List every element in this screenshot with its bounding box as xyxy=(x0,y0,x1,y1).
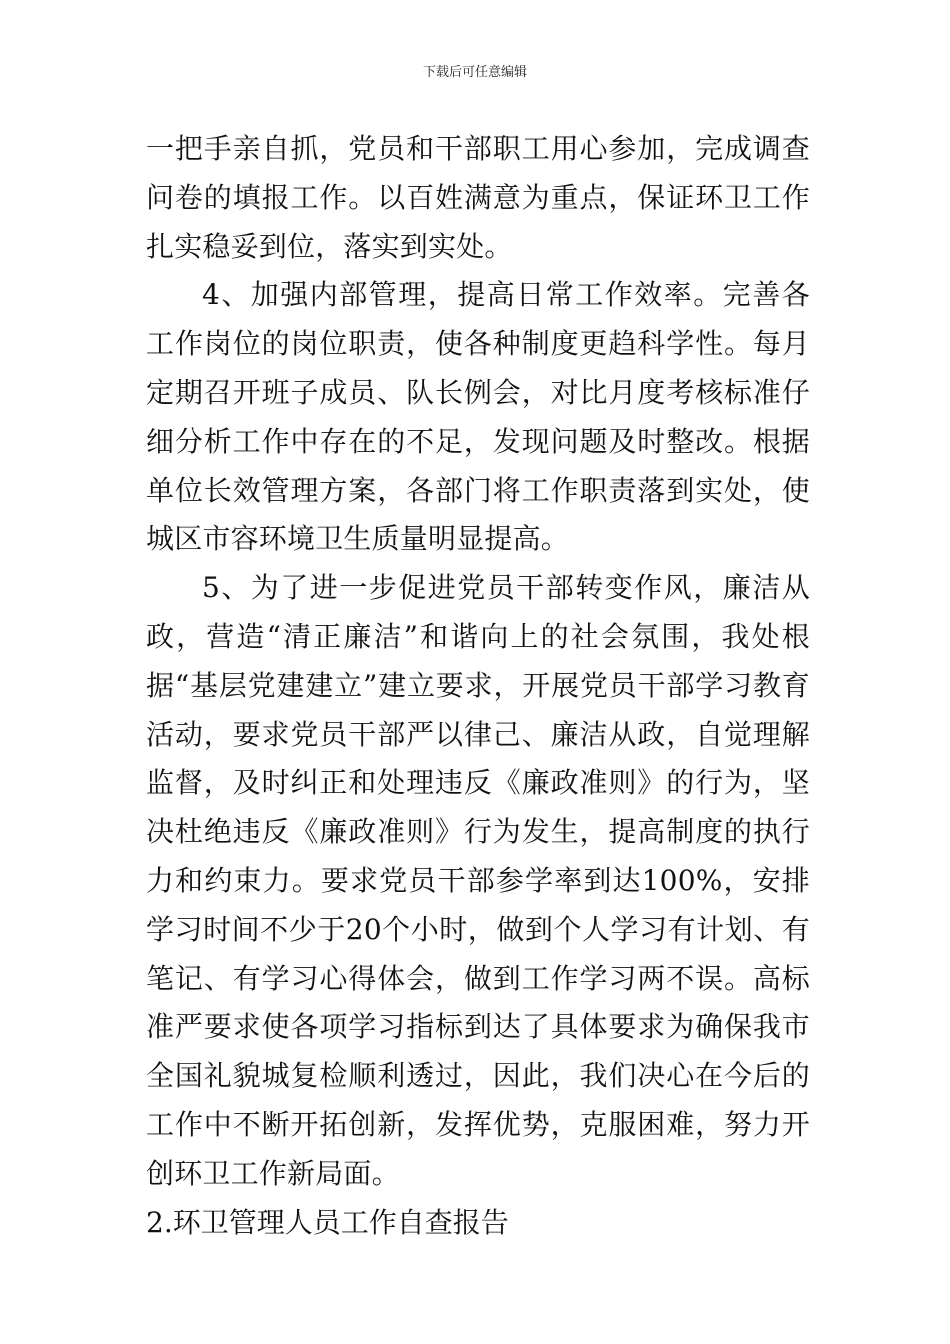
paragraph-continuation: 一把手亲自抓，党员和干部职工用心参加，完成调查问卷的填报工作。以百姓满意为重点，保证环卫工作扎实稳妥到位，落实到实处。 xyxy=(146,132,810,263)
document-body xyxy=(146,125,810,1247)
section-heading: 2.环卫管理人员工作自查报告 xyxy=(146,1205,509,1239)
paragraph-item-4: 4、加强内部管理，提高日常工作效率。完善各工作岗位的岗位职责，使各种制度更趋科学性。每月定期召开班子成员、队长例会，对比月度考核标准仔细分析工作中存在的不足，发现问题及时整改。根据单位长效管理方案，各部门将工作职责落到实处，使城区市容环境卫生质量明显提高。 xyxy=(146,278,810,556)
page-header-note: 下载后可任意编辑 xyxy=(422,65,527,80)
paragraph-item-5: 5、为了进一步促进党员干部转变作风，廉洁从政，营造“清正廉洁”和谐向上的社会氛围，我处根据“基层党建建立”建立要求，开展党员干部学习教育活动，要求党员干部严以律己、廉洁从政，自觉理解监督，及时纠正和处理违反《廉政准则》的行为，坚决杜绝违反《廉政准则》行为发生，提高制度的执行力和约束力。要求党员干部参学率到达100%，安排学习时间不少于20个小时，做到个人学习有计划、有笔记、有学习心得体会，做到工作学习两不误。高标准严要求使各项学习指标到达了具体要求为确保我市全国礼貌城复检顺利透过，因此，我们决心在今后的工作中不断开拓创新，发挥优势，克服困难，努力开创环卫工作新局面。 xyxy=(146,571,810,1190)
